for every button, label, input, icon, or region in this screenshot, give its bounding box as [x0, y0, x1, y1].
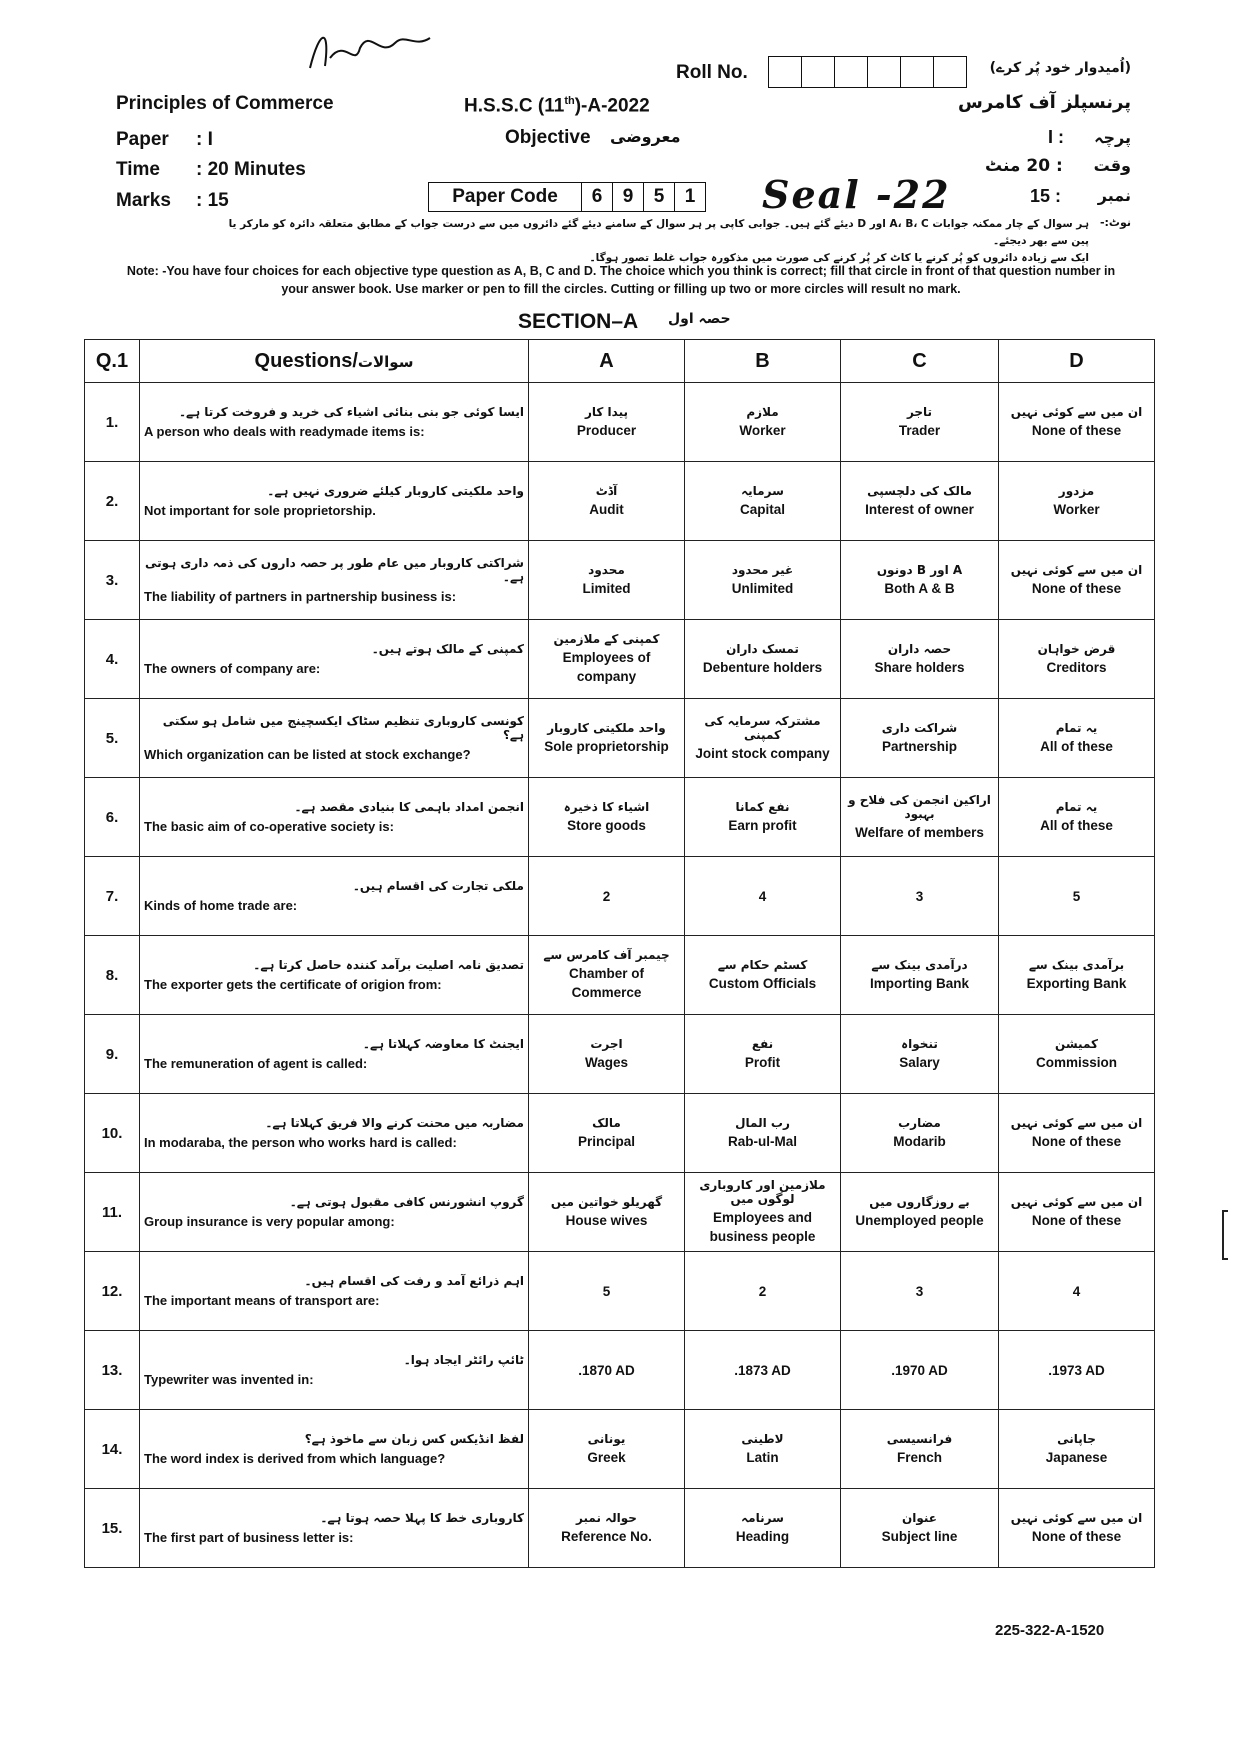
question-urdu: ایجنٹ کا معاوضہ کہلاتا ہے۔: [362, 1036, 524, 1051]
question-number: 12.: [85, 1252, 140, 1331]
paper-code-digit: 5: [644, 182, 675, 212]
option-urdu: یہ تمام: [1055, 799, 1098, 814]
option-c: [841, 936, 999, 1015]
option-english: Rab-ul-Mal: [728, 1133, 797, 1149]
option-english: Japanese: [1045, 1449, 1108, 1465]
section-title: SECTION–A: [518, 310, 639, 333]
roll-box[interactable]: [901, 56, 934, 88]
roll-box[interactable]: [835, 56, 868, 88]
option-urdu: مزدور: [1058, 483, 1095, 498]
paper-code-digit: 9: [613, 182, 644, 212]
question-english: The important means of transport are:: [144, 1292, 380, 1308]
question-english: Typewriter was invented in:: [144, 1371, 314, 1387]
question-text: [140, 778, 529, 857]
option-english: Greek: [587, 1449, 626, 1465]
option-english: None of these: [1031, 1212, 1122, 1228]
question-english: The remuneration of agent is called:: [144, 1055, 368, 1071]
option-d: [999, 1489, 1155, 1568]
option-c: [841, 1252, 999, 1331]
question-english: Group insurance is very popular among:: [144, 1213, 395, 1229]
option-urdu: مشترکہ سرمایہ کی کمپنی: [704, 713, 821, 742]
roll-box[interactable]: [934, 56, 967, 88]
option-a: [529, 778, 685, 857]
roll-label: Roll No.: [676, 62, 748, 83]
option-urdu: ان میں سے کوئی نہیں: [1010, 404, 1143, 419]
option-urdu: A اور B دونوں: [876, 562, 963, 577]
question-text: [140, 1331, 529, 1410]
option-a: [529, 1173, 685, 1252]
option-urdu: اشیاء کا ذخیرہ: [563, 799, 650, 814]
option-urdu: سرنامہ: [741, 1510, 784, 1525]
objective-label: Objective: [505, 127, 591, 148]
table-row: [85, 936, 1155, 1015]
option-b: [685, 1173, 841, 1252]
table-row: [85, 699, 1155, 778]
option-english: Sole proprietorship: [544, 738, 669, 754]
question-number: 13.: [85, 1331, 140, 1410]
option-urdu: بے روزگاروں میں: [869, 1194, 970, 1209]
option-c: [841, 1173, 999, 1252]
option-a: [529, 1094, 685, 1173]
option-a: [529, 936, 685, 1015]
option-a: [529, 1015, 685, 1094]
question-text: [140, 541, 529, 620]
option-english: Subject line: [881, 1528, 958, 1544]
option-english: Both A & B: [884, 580, 955, 596]
option-urdu: لاطینی: [741, 1431, 784, 1446]
paper-code-digit: 6: [582, 182, 613, 212]
question-text: [140, 699, 529, 778]
table-row: [85, 1410, 1155, 1489]
option-d: [999, 1015, 1155, 1094]
question-urdu: کونسی کاروباری تنظیم سٹاک ایکسچینج میں شامل ہو سکتی ہے؟: [162, 713, 524, 742]
option-english: 4: [1072, 1283, 1081, 1299]
option-a: [529, 1331, 685, 1410]
question-text: [140, 1094, 529, 1173]
option-english: Partnership: [881, 738, 958, 754]
option-english: Unlimited: [731, 580, 794, 596]
question-english: The word index is derived from which language?: [144, 1450, 446, 1466]
option-c: [841, 857, 999, 936]
question-english: The liability of partners in partnership business is:: [144, 588, 457, 604]
option-urdu: حصہ داران: [887, 641, 952, 656]
roll-box[interactable]: [868, 56, 901, 88]
question-english: Which organization can be listed at stock exchange?: [144, 746, 471, 762]
option-d: [999, 1252, 1155, 1331]
question-number: 11.: [85, 1173, 140, 1252]
table-row: [85, 1252, 1155, 1331]
option-urdu: ملازمین اور کاروباری لوگوں میں: [699, 1178, 826, 1206]
option-a: [529, 1252, 685, 1331]
question-text: [140, 1489, 529, 1568]
handwritten-code: Seal -22: [762, 172, 951, 217]
question-number: 3.: [85, 541, 140, 620]
header-b: B: [685, 340, 841, 383]
marks-ur-value: 15 :: [1030, 186, 1062, 206]
option-urdu: تمسک داران: [726, 641, 799, 656]
option-b: [685, 383, 841, 462]
table-row: [85, 1489, 1155, 1568]
roll-box[interactable]: [802, 56, 835, 88]
option-english: Interest of owner: [865, 501, 974, 517]
question-urdu: کمپنی کے مالک ہوتے ہیں۔: [371, 641, 524, 656]
option-urdu: ان میں سے کوئی نہیں: [1010, 562, 1143, 577]
option-urdu: تنخواہ: [901, 1036, 938, 1051]
option-d: [999, 1173, 1155, 1252]
option-b: [685, 462, 841, 541]
paper-ur: پرچہ: [1094, 128, 1131, 147]
option-english: .1870 AD: [578, 1362, 635, 1378]
option-urdu: ملازم: [746, 404, 779, 419]
question-urdu: شراکتی کاروبار میں عام طور پر حصہ داروں کی ذمہ داری ہوتی ہے۔: [145, 555, 524, 584]
question-text: [140, 383, 529, 462]
objective-ur: معروضی: [610, 127, 681, 146]
header-q: Q.1: [85, 340, 140, 383]
question-number: 6.: [85, 778, 140, 857]
option-urdu: شراکت داری: [881, 720, 958, 735]
option-urdu: برآمدی بینک سے: [1028, 957, 1125, 972]
table-row: [85, 1331, 1155, 1410]
option-urdu: محدود: [588, 562, 625, 577]
option-english: Earn profit: [728, 817, 797, 833]
note-ur-text: ہر سوال کے چار ممکنہ جوابات A، B، C اور D دیئے گئے ہیں۔ جوابی کاپی پر ہر سوال کے سامنے دیئے گئے دائروں میں سے درست جواب کے مطابق متعلقہ دائرہ کو مارکر یا پین سے بھر دیجئے۔ ایک سے زیادہ دائروں کو پُر کرنے یا کاٹ کر پُر کرنے کی صورت میں مذکورہ جواب غلط تصور ہوگا۔: [228, 218, 1089, 264]
option-english: 2: [758, 1283, 767, 1299]
option-c: [841, 1015, 999, 1094]
question-english: The exporter gets the certificate of origion from:: [144, 976, 442, 992]
question-english: Not important for sole proprietorship.: [144, 502, 376, 518]
option-urdu: ان میں سے کوئی نہیں: [1010, 1510, 1143, 1525]
option-english: Salary: [899, 1054, 940, 1070]
option-urdu: یونانی: [587, 1431, 626, 1446]
question-urdu: انجمن امداد باہمی کا بنیادی مقصد ہے۔: [294, 799, 524, 814]
question-text: [140, 462, 529, 541]
option-urdu: کمپنی کے ملازمین: [553, 632, 660, 646]
option-english: Joint stock company: [695, 745, 830, 761]
option-urdu: ان میں سے کوئی نہیں: [1010, 1115, 1143, 1130]
scan-edge-mark: [1222, 1210, 1228, 1260]
table-row: [85, 1173, 1155, 1252]
option-c: [841, 462, 999, 541]
time-ur-value: : 20 منٹ: [985, 156, 1063, 176]
option-english: .1873 AD: [734, 1362, 791, 1378]
paper-code-digit: 1: [675, 182, 706, 212]
note-en: Note: -You have four choices for each objective type question as A, B, C and D. The choice which you think is correct; fill that circle in front of that question number in your answer book. Use marker or pen to fill the circles. Cutting or filling up two or more circles will result no mark.: [126, 264, 1116, 296]
question-english: A person who deals with readymade items is:: [144, 423, 425, 439]
option-a: [529, 1410, 685, 1489]
question-urdu: واحد ملکیتی کاروبار کیلئے ضروری نہیں ہے۔: [267, 483, 524, 498]
table-row: [85, 857, 1155, 936]
marks-ur: نمبر: [1097, 186, 1131, 205]
option-urdu: درآمدی بینک سے: [871, 957, 968, 972]
option-urdu: سرمایہ: [741, 483, 784, 498]
option-english: Heading: [735, 1528, 790, 1544]
subject-title-ur: پرنسپلز آف کامرس: [958, 92, 1131, 113]
table-row: [85, 383, 1155, 462]
option-d: [999, 1410, 1155, 1489]
option-english: All of these: [1040, 817, 1113, 833]
footer-code: 225-322-A-1520: [995, 1622, 1105, 1639]
option-english: None of these: [1031, 422, 1122, 438]
option-urdu: پیدا کار: [584, 404, 629, 419]
question-text: [140, 1173, 529, 1252]
option-english: Commission: [1035, 1054, 1117, 1070]
option-english: None of these: [1031, 1528, 1122, 1544]
option-b: [685, 1015, 841, 1094]
roll-box[interactable]: [768, 56, 802, 88]
question-number: 5.: [85, 699, 140, 778]
option-english: Importing Bank: [869, 975, 969, 991]
question-number: 4.: [85, 620, 140, 699]
question-text: [140, 620, 529, 699]
option-urdu: کسٹم حکام سے: [717, 957, 808, 972]
option-d: [999, 778, 1155, 857]
option-english: Employees of company: [562, 650, 651, 684]
option-english: Exporting Bank: [1026, 975, 1127, 991]
header-a: A: [529, 340, 685, 383]
option-urdu: مالک: [592, 1115, 621, 1130]
option-urdu: واحد ملکیتی کاروبار: [547, 720, 666, 735]
option-english: Trader: [898, 422, 941, 438]
question-number: 7.: [85, 857, 140, 936]
option-english: 2: [602, 888, 611, 904]
option-english: 5: [602, 1283, 611, 1299]
questions-table: [84, 339, 1155, 1568]
paper-code-boxes: [428, 182, 706, 212]
option-english: 3: [915, 888, 924, 904]
option-english: House wives: [565, 1212, 648, 1228]
option-urdu: مالک کی دلچسپی: [867, 483, 972, 498]
option-english: 5: [1072, 888, 1081, 904]
option-urdu: مضارب: [898, 1115, 941, 1130]
question-number: 8.: [85, 936, 140, 1015]
option-english: 3: [915, 1283, 924, 1299]
paper-label: Paper: [116, 129, 169, 150]
question-english: Kinds of home trade are:: [144, 897, 298, 913]
marks-label: Marks: [116, 190, 171, 211]
option-english: Creditors: [1046, 659, 1107, 675]
option-a: [529, 620, 685, 699]
option-english: Latin: [746, 1449, 779, 1465]
option-english: .1973 AD: [1048, 1362, 1105, 1378]
option-urdu: چیمبر آف کامرس سے: [543, 948, 670, 962]
option-english: Chamber of Commerce: [568, 966, 644, 1000]
option-c: [841, 1489, 999, 1568]
paper-ur-value: I :: [1048, 127, 1064, 147]
roll-note-urdu: (اُمیدوار خود پُر کرے): [989, 60, 1131, 76]
option-english: Capital: [739, 501, 785, 517]
question-urdu: ملکی تجارت کی اقسام ہیں۔: [352, 878, 524, 893]
option-a: [529, 1489, 685, 1568]
section-title-ur: حصہ اول: [668, 311, 731, 327]
table-header-row: [85, 340, 1155, 383]
option-b: [685, 1489, 841, 1568]
question-urdu: لفظ انڈیکس کس زبان سے ماخوذ ہے؟: [304, 1431, 524, 1446]
question-number: 14.: [85, 1410, 140, 1489]
question-number: 9.: [85, 1015, 140, 1094]
option-urdu: غیر محدود: [731, 562, 794, 577]
option-b: [685, 778, 841, 857]
subject-title-en: Principles of Commerce: [116, 93, 334, 114]
option-d: [999, 1094, 1155, 1173]
question-number: 2.: [85, 462, 140, 541]
option-b: [685, 541, 841, 620]
option-d: [999, 383, 1155, 462]
option-a: [529, 699, 685, 778]
option-b: [685, 1331, 841, 1410]
option-b: [685, 1410, 841, 1489]
option-d: [999, 541, 1155, 620]
option-urdu: ان میں سے کوئی نہیں: [1010, 1194, 1143, 1209]
option-c: [841, 620, 999, 699]
option-english: Reference No.: [561, 1528, 652, 1544]
paper-code-label: Paper Code: [428, 182, 582, 212]
option-english: Modarib: [893, 1133, 946, 1149]
question-urdu: اہم ذرائع آمد و رفت کی اقسام ہیں۔: [304, 1273, 524, 1288]
question-urdu: کاروباری خط کا پہلا حصہ ہوتا ہے۔: [320, 1510, 524, 1525]
question-english: The basic aim of co-operative society is:: [144, 818, 394, 834]
question-number: 15.: [85, 1489, 140, 1568]
table-row: [85, 1094, 1155, 1173]
question-urdu: ٹائپ رائٹر ایجاد ہوا۔: [403, 1352, 524, 1367]
question-urdu: تصدیق نامہ اصلیت برآمد کنندہ حاصل کرتا ہے۔: [253, 957, 524, 972]
option-urdu: نفع: [751, 1036, 774, 1051]
option-english: Worker: [739, 422, 786, 438]
marks-value: : 15: [196, 190, 229, 211]
option-urdu: اراکین انجمن کی فلاح و بہبود: [848, 792, 991, 821]
option-english: Producer: [576, 422, 637, 438]
option-english: Audit: [589, 501, 624, 517]
option-english: Wages: [584, 1054, 628, 1070]
option-english: .1970 AD: [891, 1362, 948, 1378]
time-ur: وقت: [1093, 156, 1131, 175]
question-text: [140, 1410, 529, 1489]
option-english: Welfare of members: [855, 824, 984, 840]
option-c: [841, 1094, 999, 1173]
question-english: The first part of business letter is:: [144, 1529, 354, 1545]
option-english: None of these: [1031, 1133, 1122, 1149]
option-d: [999, 699, 1155, 778]
option-urdu: فرانسیسی: [886, 1431, 953, 1446]
option-english: Profit: [744, 1054, 781, 1070]
option-urdu: اجرت: [590, 1036, 623, 1051]
option-urdu: آڈٹ: [595, 483, 618, 498]
option-english: Principal: [577, 1133, 636, 1149]
question-urdu: گروپ انشورنس کافی مقبول ہوتی ہے۔: [289, 1194, 524, 1209]
option-urdu: جاپانی: [1057, 1431, 1096, 1446]
option-a: [529, 541, 685, 620]
option-d: [999, 620, 1155, 699]
option-urdu: نفع کمانا: [735, 799, 790, 814]
option-b: [685, 936, 841, 1015]
table-row: [85, 620, 1155, 699]
option-english: None of these: [1031, 580, 1122, 596]
option-b: [685, 620, 841, 699]
option-a: [529, 462, 685, 541]
option-c: [841, 541, 999, 620]
option-urdu: رب المال: [735, 1115, 790, 1130]
option-d: [999, 1331, 1155, 1410]
option-english: Employees and business people: [709, 1210, 816, 1244]
option-c: [841, 699, 999, 778]
option-d: [999, 462, 1155, 541]
option-a: [529, 857, 685, 936]
time-label: Time: [116, 159, 161, 180]
table-row: [85, 778, 1155, 857]
option-english: Limited: [582, 580, 631, 596]
paper-value: : I: [196, 129, 213, 150]
option-c: [841, 383, 999, 462]
option-urdu: یہ تمام: [1055, 720, 1098, 735]
option-c: [841, 1410, 999, 1489]
option-english: All of these: [1040, 738, 1113, 754]
question-urdu: مضاربہ میں محنت کرنے والا فریق کہلاتا ہے۔: [265, 1115, 524, 1130]
option-english: Share holders: [874, 659, 965, 675]
option-b: [685, 857, 841, 936]
option-english: Store goods: [567, 817, 646, 833]
question-english: In modaraba, the person who works hard is called:: [144, 1134, 457, 1150]
option-d: [999, 857, 1155, 936]
option-urdu: حوالہ نمبر: [576, 1510, 637, 1525]
table-row: [85, 541, 1155, 620]
exam-title: H.S.S.C (11th)-A-2022: [464, 95, 650, 117]
question-number: 1.: [85, 383, 140, 462]
question-text: [140, 857, 529, 936]
time-value: : 20 Minutes: [196, 159, 306, 180]
option-urdu: عنوان: [902, 1510, 937, 1525]
question-urdu: ایسا کوئی جو بنی بنائی اشیاء کی خرید و فروخت کرتا ہے۔: [179, 404, 524, 419]
question-text: [140, 1252, 529, 1331]
note-ur-label: نوٹ:-: [1099, 216, 1131, 229]
option-english: Worker: [1053, 501, 1100, 517]
option-english: Custom Officials: [708, 975, 817, 991]
option-c: [841, 778, 999, 857]
option-a: [529, 383, 685, 462]
option-b: [685, 1094, 841, 1173]
option-english: French: [896, 1449, 942, 1465]
question-number: 10.: [85, 1094, 140, 1173]
option-urdu: تاجر: [906, 404, 933, 419]
option-urdu: کمیشن: [1055, 1036, 1098, 1051]
option-b: [685, 699, 841, 778]
table-row: [85, 462, 1155, 541]
option-urdu: گھریلو خواتین میں: [550, 1194, 663, 1209]
question-english: The owners of company are:: [144, 660, 321, 676]
option-c: [841, 1331, 999, 1410]
header-d: D: [999, 340, 1155, 383]
option-english: 4: [758, 888, 767, 904]
header-c: C: [841, 340, 999, 383]
question-text: [140, 1015, 529, 1094]
option-english: Debenture holders: [702, 659, 823, 675]
question-text: [140, 936, 529, 1015]
signature-scribble: [300, 18, 440, 78]
table-row: [85, 1015, 1155, 1094]
option-urdu: قرض خواہان: [1037, 641, 1116, 656]
option-d: [999, 936, 1155, 1015]
option-b: [685, 1252, 841, 1331]
header-questions: Questions/سوالات: [140, 340, 529, 383]
option-english: Unemployed people: [855, 1212, 984, 1228]
roll-number-boxes[interactable]: [768, 56, 967, 88]
